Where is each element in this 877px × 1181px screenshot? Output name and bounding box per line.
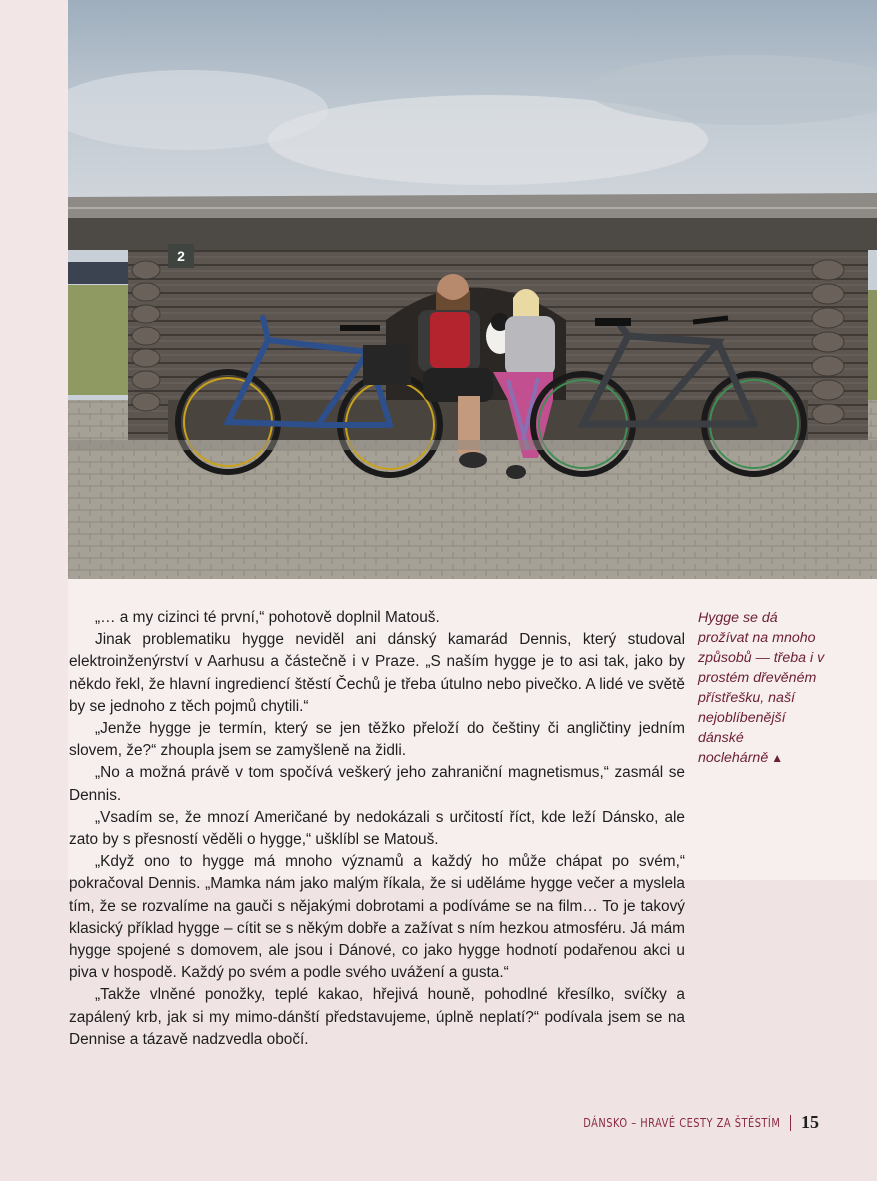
paragraph: „… a my cizinci té první,“ pohotově doplnil Matouš. — [95, 609, 440, 626]
paragraph: „Jenže hygge je termín, který se jen těžko přeloží do češtiny či angličtiny jedním slovem, že?“ zhoupla jsem se zamyšleně na židli. — [69, 720, 685, 760]
caption-text: Hygge se dá prožívat na mnoho způsobů — třeba i v prostém dřevěném přístřešku, naší nejoblíbenější dánské noclehárně — [698, 610, 825, 766]
footer-divider — [790, 1115, 791, 1131]
photo-caption — [698, 608, 826, 768]
paragraph: Jinak problematiku hygge neviděl ani dánský kamarád Dennis, který studoval elektroinženýrství v Aarhusu a částečně i v Praze. „S naším hygge je to asi tak, jako by někdo řekl, že hlavní ingrediencí štěstí Čechů je třeba útulno nebo pivečko. A lidé ve světě by se jednoho z těch pojmů chytili.“ — [69, 631, 685, 715]
paragraph: „No a možná právě v tom spočívá veškerý jeho zahraniční magnetismus,“ zasmál se Dennis. — [69, 764, 685, 804]
page-footer — [540, 1112, 819, 1133]
photo-shelter-bikes — [68, 0, 877, 579]
running-title: DÁNSKO – HRAVÉ CESTY ZA ŠTĚSTÍM — [582, 1115, 780, 1130]
page-number: 15 — [801, 1112, 819, 1132]
paragraph: „Takže vlněné ponožky, teplé kakao, hřejivá houně, pohodlné křesílko, svíčky a zapálený krb, jak si my mimo-dánští představujeme, úplně neplatí?“ podívala jsem se na Dennise a tázavě nadzvedla obočí. — [69, 986, 685, 1048]
article-body — [69, 607, 685, 1051]
photo-number-badge: 2 — [168, 244, 194, 268]
triangle-up-icon: ▲ — [771, 751, 784, 765]
photo-illustration — [68, 0, 877, 579]
paragraph: „Vsadím se, že mnozí Američané by nedokázali s určitostí říct, kde leží Dánsko, ale zato by s přesností věděli o hygge,“ ušklíbl se Matouš. — [69, 808, 685, 849]
paragraph: „Když ono to hygge má mnoho významů a každý ho může chápat po svém,“ pokračoval Dennis. „Mamka nám jako malým říkala, že si uděláme hygge večer a myslela tím, že se rozvalíme na gauči s nějakými dobrotami a podíváme se na film… To je takový klasický příklad hygge – cítit se s někým dobře a zažívat s ním hezkou atmosféru. Já mám hygge spojené s domovem, ale jsou i Dánové, co jako hygge hodnotí podařenou akci u piva v hospodě. Každý po svém a podle svého uvážení a gusta.“ — [69, 853, 685, 982]
